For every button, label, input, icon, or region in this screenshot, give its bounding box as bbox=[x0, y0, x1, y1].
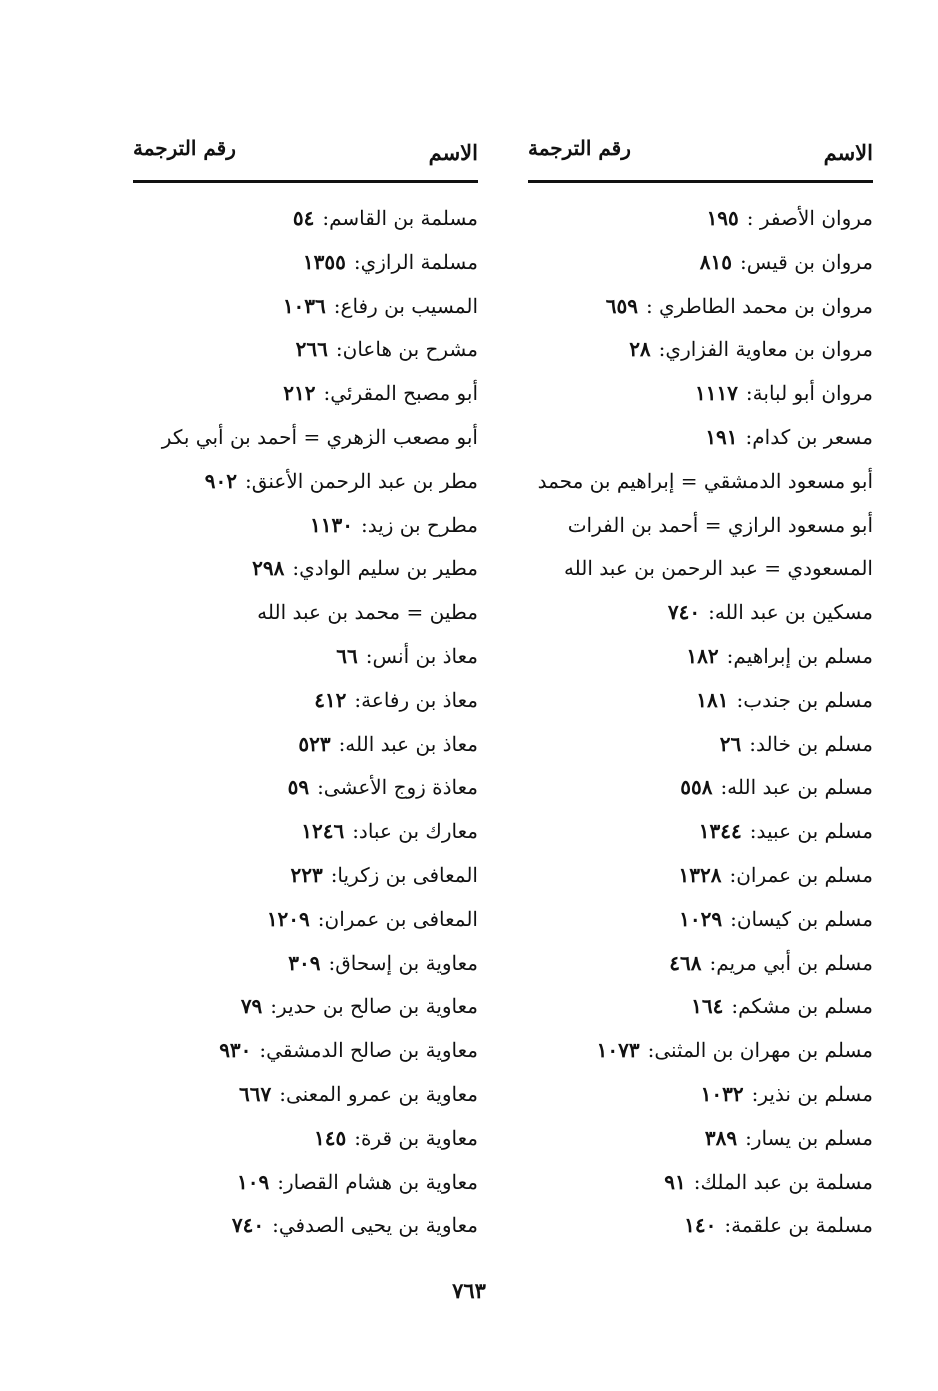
index-entry bbox=[133, 810, 478, 854]
index-entry bbox=[528, 241, 873, 285]
entry-number: ١٤٠ bbox=[684, 1213, 717, 1238]
entry-number: ١٤٥ bbox=[314, 1125, 347, 1150]
index-entry bbox=[528, 1161, 873, 1205]
entry-name: مسلم بن إبراهيم: bbox=[726, 643, 873, 668]
entry-number: ٦٦٧ bbox=[239, 1081, 272, 1106]
entry-number: ١٩١ bbox=[705, 424, 738, 449]
entry-name: مروان أبو لبابة: bbox=[745, 381, 873, 406]
entry-name: معاوية بن قرة: bbox=[354, 1125, 478, 1150]
entry-number: ١٣٥٥ bbox=[302, 249, 346, 274]
index-entry bbox=[133, 328, 478, 372]
index-entry bbox=[133, 1029, 478, 1073]
entry-number: ١٩٥ bbox=[706, 206, 739, 230]
index-entry bbox=[528, 723, 873, 767]
entry-name: أبو مصبح المقرئي: bbox=[323, 381, 478, 406]
entry-number: ١١٣٠ bbox=[310, 512, 353, 537]
entry-name: المسيب بن رفاع: bbox=[333, 293, 478, 318]
entry-number: ٢٢٣ bbox=[290, 862, 323, 887]
entry-number: ٥٩ bbox=[287, 775, 310, 800]
entry-name: مطير بن سليم الوادي: bbox=[292, 556, 478, 581]
entry-number: ٥٥٨ bbox=[680, 775, 713, 800]
index-entry bbox=[133, 460, 478, 504]
entry-name: مسلم بن خالد: bbox=[749, 731, 873, 756]
entry-number: ١٠٧٣ bbox=[596, 1038, 640, 1063]
index-entry bbox=[528, 810, 873, 854]
entry-name: معاذ بن رفاعة: bbox=[354, 687, 478, 712]
index-entry bbox=[133, 1161, 478, 1205]
entry-number: ٧٤٠ bbox=[667, 600, 701, 625]
header-name: الاسم bbox=[428, 140, 478, 165]
index-entry bbox=[133, 723, 478, 767]
index-column-left bbox=[133, 136, 478, 1248]
index-entry bbox=[528, 854, 873, 898]
entry-name: معاوية بن هشام القصار: bbox=[277, 1169, 478, 1194]
entry-name: مسلم بن كيسان: bbox=[730, 906, 873, 931]
entry-name: مسلم بن مشكم: bbox=[731, 994, 873, 1019]
entry-name: مسلم بن عبد الله: bbox=[720, 775, 873, 800]
entry-number: ٤١٢ bbox=[314, 687, 347, 712]
index-entry bbox=[528, 460, 873, 504]
entry-number: ٣٠٩ bbox=[288, 950, 321, 975]
entry-name: معاوية بن يحيى الصدفي: bbox=[272, 1213, 478, 1238]
index-entry bbox=[133, 1204, 478, 1248]
page-number: ٧٦٣ bbox=[452, 1278, 486, 1303]
entry-number: ٢١٢ bbox=[283, 381, 316, 406]
entry-number: ٩٣٠ bbox=[219, 1038, 252, 1063]
entry-name: أبو مسعود الدمشقي = إبراهيم بن محمد bbox=[537, 468, 873, 493]
index-entry bbox=[133, 679, 478, 723]
entry-name: مسلمة بن عبد الملك: bbox=[693, 1169, 873, 1194]
entry-name: مسكين بن عبد الله: bbox=[708, 600, 873, 625]
entry-number: ٢٦ bbox=[719, 731, 742, 756]
entry-name: معاذة زوج الأعشى: bbox=[317, 775, 478, 800]
index-entry bbox=[528, 1117, 873, 1161]
index-entry bbox=[133, 547, 478, 591]
index-entry bbox=[528, 591, 873, 635]
index-entry bbox=[133, 942, 478, 986]
index-entry bbox=[528, 328, 873, 372]
entry-number: ١١١٧ bbox=[694, 381, 738, 406]
entry-name: مسلمة بن القاسم: bbox=[322, 206, 478, 230]
entry-number: ١٠٣٢ bbox=[700, 1081, 744, 1106]
entry-number: ٩١ bbox=[664, 1169, 686, 1194]
entry-number: ٨١٥ bbox=[699, 249, 732, 274]
entry-name: مروان بن قيس: bbox=[740, 249, 873, 274]
index-entry bbox=[528, 942, 873, 986]
index-column-right bbox=[528, 136, 873, 1248]
entry-name: مسلم بن عمران: bbox=[729, 862, 873, 887]
index-entry bbox=[528, 197, 873, 241]
entry-name: مروان بن معاوية الفزاري: bbox=[658, 337, 873, 362]
index-entry bbox=[133, 285, 478, 329]
entry-number: ٢٩٨ bbox=[252, 556, 285, 581]
index-entry bbox=[133, 1073, 478, 1117]
entry-name: المعافى بن زكريا: bbox=[330, 862, 478, 887]
entry-number: ١٣٤٤ bbox=[698, 819, 742, 844]
entry-number: ١٠٣٦ bbox=[282, 293, 326, 318]
header-number: رقم الترجمة bbox=[133, 136, 236, 160]
entry-number: ٢٨ bbox=[629, 337, 651, 362]
entry-name: مشرح بن هاعان: bbox=[335, 337, 478, 362]
entry-number: ١٢٠٩ bbox=[266, 906, 310, 931]
entry-name: مروان بن محمد الطاطري : bbox=[645, 293, 873, 318]
index-entry bbox=[528, 547, 873, 591]
entry-name: معاوية بن إسحاق: bbox=[328, 950, 478, 975]
entry-number: ٥٢٣ bbox=[298, 731, 331, 756]
entry-name: مسلمة الرازي: bbox=[353, 249, 478, 274]
index-entry bbox=[528, 285, 873, 329]
index-entry bbox=[133, 854, 478, 898]
entry-list bbox=[133, 197, 478, 1248]
entry-name: المسعودي = عبد الرحمن بن عبد الله bbox=[563, 556, 873, 581]
entry-number: ٦٦ bbox=[336, 643, 358, 668]
index-entry bbox=[528, 635, 873, 679]
column-header bbox=[133, 136, 478, 183]
index-entry bbox=[528, 504, 873, 548]
index-entry bbox=[133, 197, 478, 241]
entry-name: معارك بن عباد: bbox=[352, 819, 478, 844]
entry-name: مطين = محمد بن عبد الله bbox=[257, 600, 478, 625]
index-entry bbox=[133, 985, 478, 1029]
index-entry bbox=[528, 372, 873, 416]
index-entry bbox=[133, 898, 478, 942]
entry-number: ١٣٢٨ bbox=[678, 862, 722, 887]
index-entry bbox=[528, 679, 873, 723]
entry-number: ١٨٢ bbox=[686, 643, 719, 668]
entry-name: مسلم بن جندب: bbox=[736, 687, 873, 712]
entry-number: ٧٩ bbox=[240, 994, 263, 1019]
entry-name: مسلم بن عبيد: bbox=[749, 819, 873, 844]
entry-name: مروان الأصفر : bbox=[746, 206, 873, 230]
entry-number: ١٨١ bbox=[696, 687, 729, 712]
entry-number: ٧٤٠ bbox=[231, 1213, 265, 1238]
entry-number: ٥٤ bbox=[292, 206, 315, 230]
column-header bbox=[528, 136, 873, 183]
index-entry bbox=[133, 241, 478, 285]
index-entry bbox=[133, 416, 478, 460]
index-entry bbox=[528, 985, 873, 1029]
entry-name: معاذ بن أنس: bbox=[365, 643, 478, 668]
index-entry bbox=[528, 1073, 873, 1117]
entry-number: ٩٠٢ bbox=[204, 468, 237, 493]
entry-name: أبو مسعود الرازي = أحمد بن الفرات bbox=[567, 512, 873, 537]
index-entry bbox=[528, 416, 873, 460]
index-entry bbox=[133, 635, 478, 679]
header-name: الاسم bbox=[823, 140, 873, 165]
entry-name: معاوية بن صالح الدمشقي: bbox=[259, 1038, 478, 1063]
index-entry bbox=[528, 898, 873, 942]
entry-number: ٤٦٨ bbox=[669, 950, 702, 975]
index-entry bbox=[133, 504, 478, 548]
entry-name: مسلمة بن علقمة: bbox=[724, 1213, 873, 1238]
entry-name: مسلم بن يسار: bbox=[745, 1125, 873, 1150]
index-entry bbox=[133, 766, 478, 810]
entry-number: ١٠٢٩ bbox=[679, 906, 723, 931]
entry-number: ٢٦٦ bbox=[295, 337, 328, 362]
entry-name: معاوية بن صالح بن حدير: bbox=[270, 994, 478, 1019]
entry-name: مسلم بن نذير: bbox=[751, 1081, 873, 1106]
entry-name: أبو مصعب الزهري = أحمد بن أبي بكر bbox=[161, 424, 478, 449]
entry-name: مسعر بن كدام: bbox=[745, 424, 873, 449]
header-number: رقم الترجمة bbox=[528, 136, 631, 160]
entry-number: ٦٥٩ bbox=[605, 293, 638, 318]
index-entry bbox=[528, 766, 873, 810]
entry-name: المعافى بن عمران: bbox=[317, 906, 478, 931]
index-entry bbox=[528, 1204, 873, 1248]
entry-name: معاذ بن عبد الله: bbox=[338, 731, 478, 756]
entry-number: ٣٨٩ bbox=[704, 1125, 738, 1150]
entry-name: مطر بن عبد الرحمن الأعنق: bbox=[244, 468, 478, 493]
index-entry bbox=[133, 372, 478, 416]
entry-number: ١٦٤ bbox=[691, 994, 724, 1019]
entry-number: ١٠٩ bbox=[237, 1169, 270, 1194]
entry-name: معاوية بن عمرو المعنى: bbox=[279, 1081, 478, 1106]
index-entry bbox=[528, 1029, 873, 1073]
entry-list bbox=[528, 197, 873, 1248]
entry-name: مسلم بن مهران بن المثنى: bbox=[647, 1038, 873, 1063]
entry-name: مطرح بن زيد: bbox=[360, 512, 478, 537]
index-entry bbox=[133, 1117, 478, 1161]
entry-name: مسلم بن أبي مريم: bbox=[709, 950, 873, 975]
entry-number: ١٢٤٦ bbox=[301, 819, 345, 844]
index-entry bbox=[133, 591, 478, 635]
